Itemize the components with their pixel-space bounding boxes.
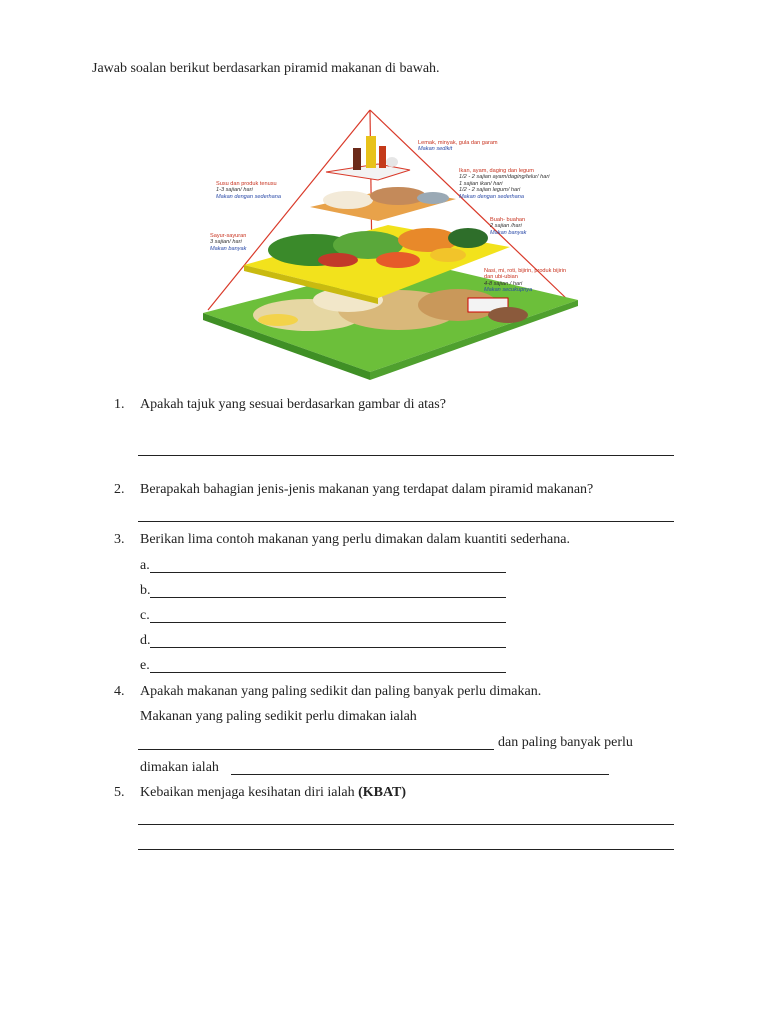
- answer-line[interactable]: [138, 849, 674, 850]
- question-text: Berapakah bahagian jenis-jenis makanan yang terdapat dalam piramid makanan?: [140, 482, 594, 497]
- question-text-main: Kebaikan menjaga kesihatan diri ialah: [140, 785, 355, 800]
- question-text: Berikan lima contoh makanan yang perlu dimakan dalam kuantiti sederhana.: [140, 532, 570, 547]
- question-subtext: Makanan yang paling sedikit perlu dimakan ialah: [140, 709, 417, 724]
- tier-label-vegetable: Sayur-sayuran 3 sajian/ hari Makan banyak: [210, 233, 247, 252]
- question-text: [140, 785, 406, 801]
- answer-line[interactable]: [138, 455, 674, 456]
- option-label: b.: [140, 583, 151, 598]
- question-text: Apakah tajuk yang sesuai berdasarkan gambar di atas?: [140, 397, 446, 412]
- option-label: e.: [140, 658, 150, 673]
- tier-label-protein: Ikan, ayam, daging dan legum 1/2 - 2 sajian ayam/daging/telur/ hari 1 sajian ikan/ hari 1/2 - 2 sajian legum/ hari Makan dengan sederhana: [459, 168, 550, 200]
- question-number: 5.: [114, 785, 125, 800]
- kbat-tag: (KBAT): [358, 785, 407, 800]
- question-number: 1.: [114, 397, 125, 412]
- answer-line[interactable]: [150, 622, 506, 623]
- answer-line[interactable]: [150, 572, 506, 573]
- question-subtext: dan paling banyak perlu: [498, 735, 633, 750]
- answer-line[interactable]: [138, 749, 494, 750]
- answer-line[interactable]: [150, 672, 506, 673]
- tier-label-fruit: Buah- buahan 2 sajian /hari Makan banyak: [490, 217, 527, 236]
- question-subtext: dimakan ialah: [140, 760, 219, 775]
- option-label: a.: [140, 558, 150, 573]
- tier-label-fat: Lemak, minyak, gula dan garam Makan sedikit: [418, 140, 498, 153]
- question-number: 4.: [114, 684, 125, 699]
- tier-label-dairy: Susu dan produk tenusu 1-3 sajian/ hari Makan dengan sederhana: [216, 181, 282, 200]
- intro-text: Jawab soalan berikut berdasarkan piramid makanan di bawah.: [92, 61, 440, 76]
- answer-line[interactable]: [138, 824, 674, 825]
- answer-line[interactable]: [231, 774, 609, 775]
- question-text: Apakah makanan yang paling sedikit dan paling banyak perlu dimakan.: [140, 684, 542, 699]
- option-label: d.: [140, 633, 151, 648]
- answer-line[interactable]: [138, 521, 674, 522]
- answer-line[interactable]: [150, 597, 506, 598]
- question-number: 2.: [114, 482, 125, 497]
- question-number: 3.: [114, 532, 125, 547]
- food-pyramid-graphic: [198, 100, 583, 385]
- tier-label-grain: Nasi, mi, roti, bijirin, produk bijirin dan ubi-ubian 4-8 sajian / hari Makan secukupnya: [484, 268, 567, 294]
- answer-line[interactable]: [150, 647, 506, 648]
- option-label: c.: [140, 608, 150, 623]
- food-pyramid: [198, 100, 583, 385]
